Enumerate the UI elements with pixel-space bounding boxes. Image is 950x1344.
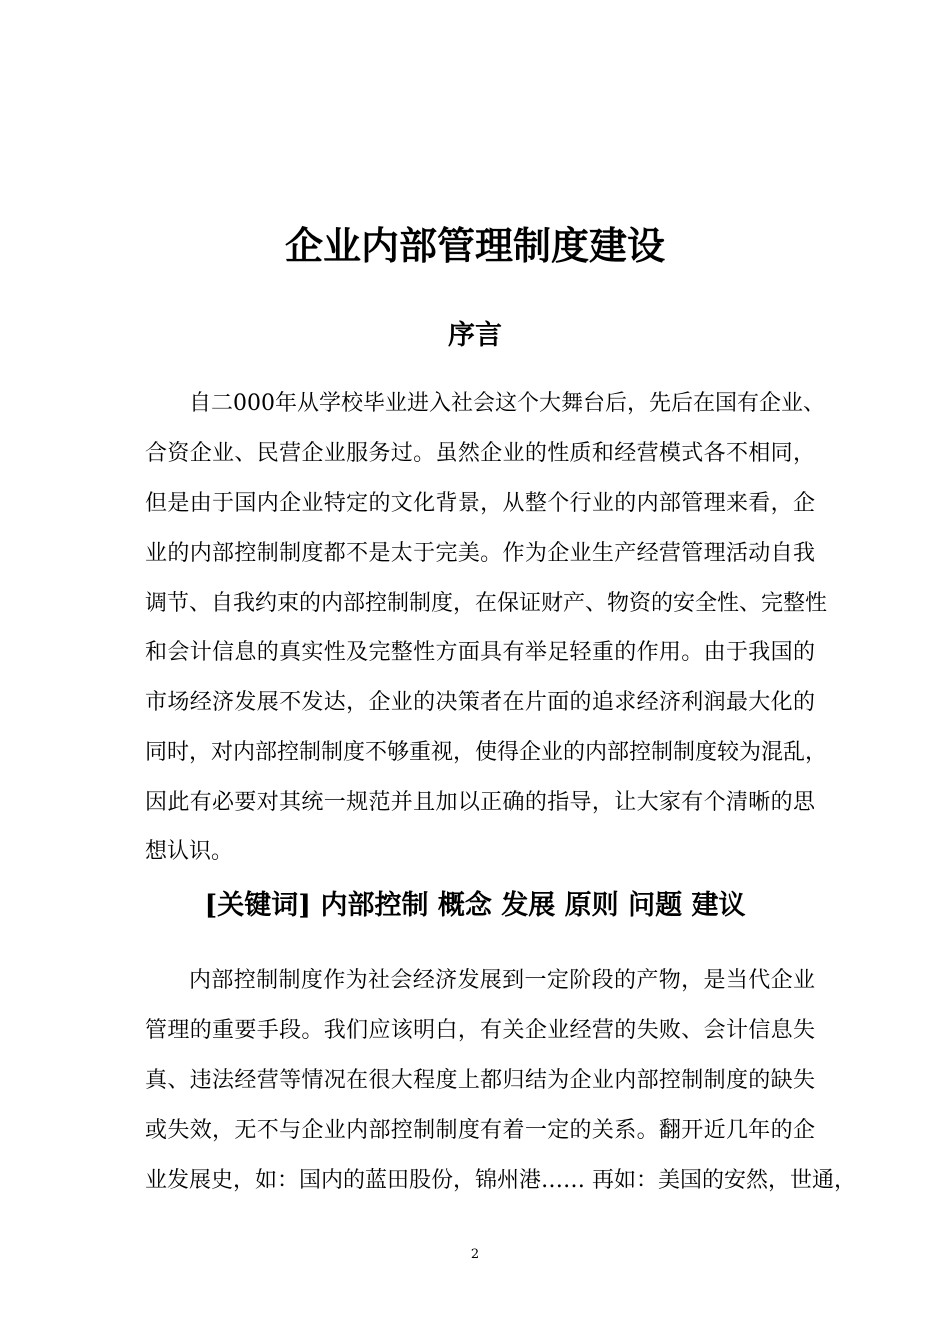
paragraph-line: 因此有必要对其统一规范并且加以正确的指导，让大家有个清晰的思 xyxy=(145,790,815,815)
paragraph-line: 业的内部控制制度都不是太于完美。作为企业生产经营管理活动自我 xyxy=(145,541,815,566)
paragraph-line: 或失效，无不与企业内部控制制度有着一定的关系。翻开近几年的企 xyxy=(145,1118,815,1143)
paragraph-line: 但是由于国内企业特定的文化背景，从整个行业的内部管理来看，企 xyxy=(145,491,815,516)
page-number: 2 xyxy=(470,1247,480,1262)
paragraph-line: 内部控制制度作为社会经济发展到一定阶段的产物，是当代企业 xyxy=(189,968,815,993)
section-heading-preface: 序言 xyxy=(448,320,502,351)
paragraph-line: 市场经济发展不发达，企业的决策者在片面的追求经济利润最大化的 xyxy=(145,690,815,715)
keywords-heading: [关键词] 内部控制 概念 发展 原则 问题 建议 xyxy=(204,890,746,921)
paragraph-line: 同时，对内部控制制度不够重视，使得企业的内部控制制度较为混乱， xyxy=(145,740,828,765)
paragraph-line: 想认识。 xyxy=(145,839,234,864)
paragraph-line: 业发展史，如：国内的蓝田股份，锦州港…… 再如：美国的安然，世通， xyxy=(145,1168,856,1193)
paragraph-line: 真、违法经营等情况在很大程度上都归结为企业内部控制制度的缺失 xyxy=(145,1068,815,1093)
paragraph-line: 管理的重要手段。我们应该明白，有关企业经营的失败、会计信息失 xyxy=(145,1018,815,1043)
paragraph-line: 和会计信息的真实性及完整性方面具有举足轻重的作用。由于我国的 xyxy=(145,640,815,665)
paragraph-line: 合资企业、民营企业服务过。虽然企业的性质和经营模式各不相同， xyxy=(145,441,815,466)
paragraph-line: 调节、自我约束的内部控制制度，在保证财产、物资的安全性、完整性 xyxy=(145,591,828,616)
document-title: 企业内部管理制度建设 xyxy=(284,223,665,268)
paragraph-line: 自二000年从学校毕业进入社会这个大舞台后，先后在国有企业、 xyxy=(189,391,825,416)
